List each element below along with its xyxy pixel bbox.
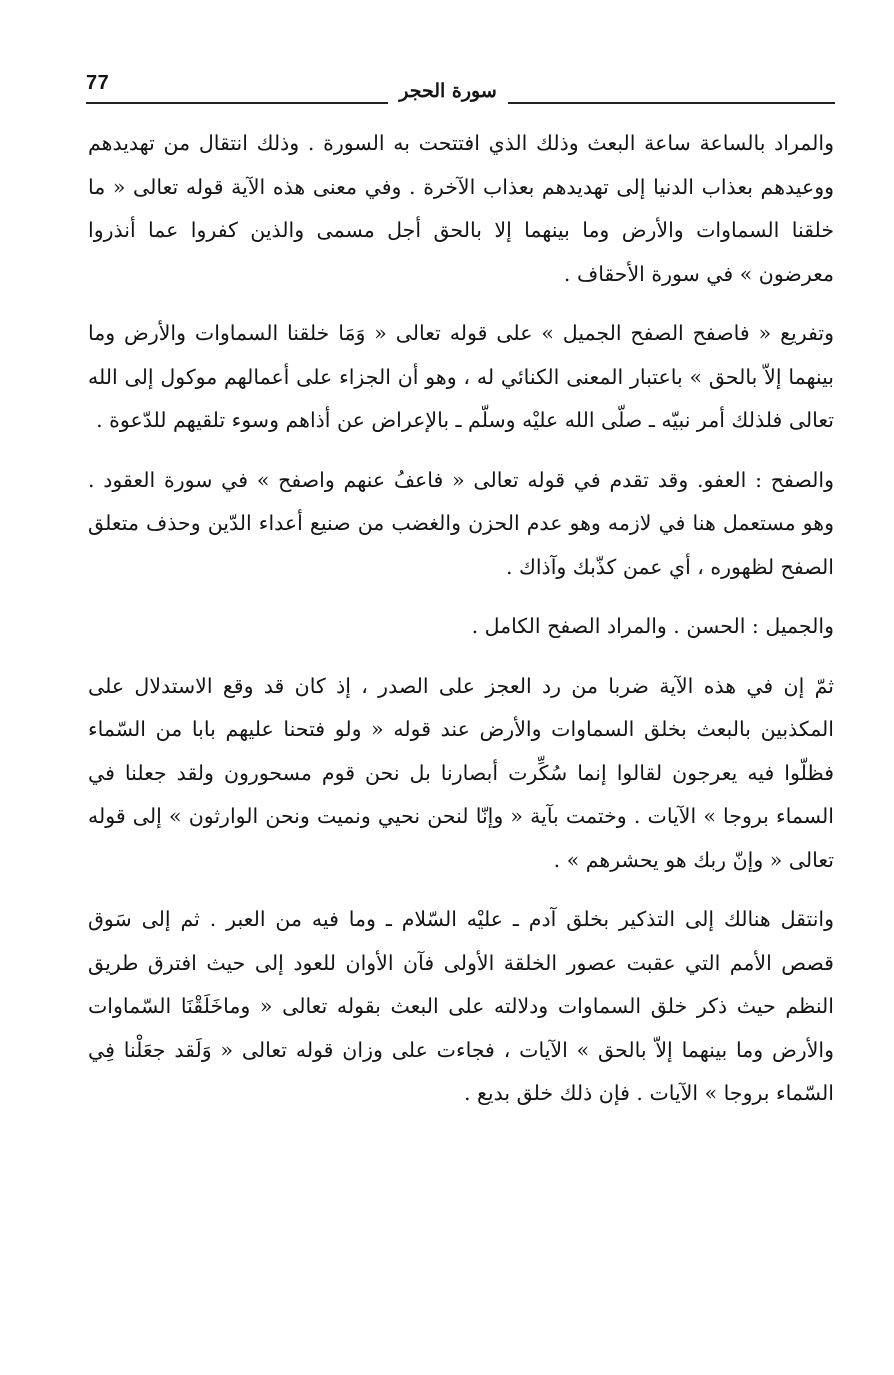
page-body [88, 122, 834, 1132]
page-number: 77 [86, 72, 110, 94]
paragraph-3: والصفح : العفو. وقد تقدم في قوله تعالى « فاعفُ عنهم واصفح » في سورة العقود . وهو مستعمل هنا في لازمه وهو عدم الحزن والغضب من صنيع أعداء الدّين وحذف متعلق الصفح لظهوره ، أي عمن كذّبك وآذاك . [88, 467, 834, 579]
header-rule-right [508, 102, 835, 104]
paragraph-4: والجميل : الحسن . والمراد الصفح الكامل . [471, 614, 834, 638]
paragraph-2: وتفريع « فاصفح الصفح الجميل » على قوله تعالى « وَمَا خلقنا السماوات والأرض وما بينهما إلاّ بالحق » باعتبار المعنى الكنائي له ، وهو أن الجزاء على أعمالهم موكول إلى الله تعالى فلذلك أمر نبيّه ـ صلّى الله عليْه وسلّم ـ بالإعراض عن أذاهم وسوء تلقيهم للدّعوة . [88, 321, 834, 432]
paragraph-1: والمراد بالساعة ساعة البعث وذلك الذي افتتحت به السورة . وذلك انتقال من تهديدهم ووعيدهم بعذاب الدنيا إلى تهديدهم بعذاب الآخرة . وفي معنى هذه الآية قوله تعالى « ما خلقنا السماوات والأرض وما بينهما إلا بالحق أجل مسمى والذين كفروا عما أنذروا معرضون » في سورة الأحقاف . [88, 131, 834, 286]
paragraph-6: وانتقل هنالك إلى التذكير بخلق آدم ـ عليْه السّلام ـ وما فيه من العبر . ثم إلى سَوق قصص الأمم التي عقبت عصور الخلقة الأولى فآن الأوان للعود إلى حيث افترق طريق النظم حيث ذكر خلق السماوات ودلالته على البعث بقوله تعالى « وماخَلَقْنَا السّماوات والأرض وما بينهما إلاّ بالحق » الآيات ، فجاءت على وزان قوله تعالى « وَلَقد جعَلْنا فِي السّماء بروجا » الآيات . فإن ذلك خلق بديع . [88, 907, 834, 1105]
surah-title: سورة الحجر [399, 80, 497, 102]
paragraph-5: ثمّ إن في هذه الآية ضربا من رد العجز على الصدر ، إذ كان قد وقع الاستدلال على المكذبين بالبعث بخلق السماوات والأرض عند قوله « ولو فتحنا عليهم بابا من السّماء فظلّوا فيه يعرجون لقالوا إنما سُكِّرت أبصارنا بل نحن قوم مسحورون ولقد جعلنا في السماء بروجا » الآيات . وختمت بآية « وإنّا لنحن نحيي ونميت ونحن الوارثون » إلى قوله تعالى « وإنّ ربك هو يحشرهم » . [88, 673, 834, 872]
header-rule-left [86, 102, 388, 104]
